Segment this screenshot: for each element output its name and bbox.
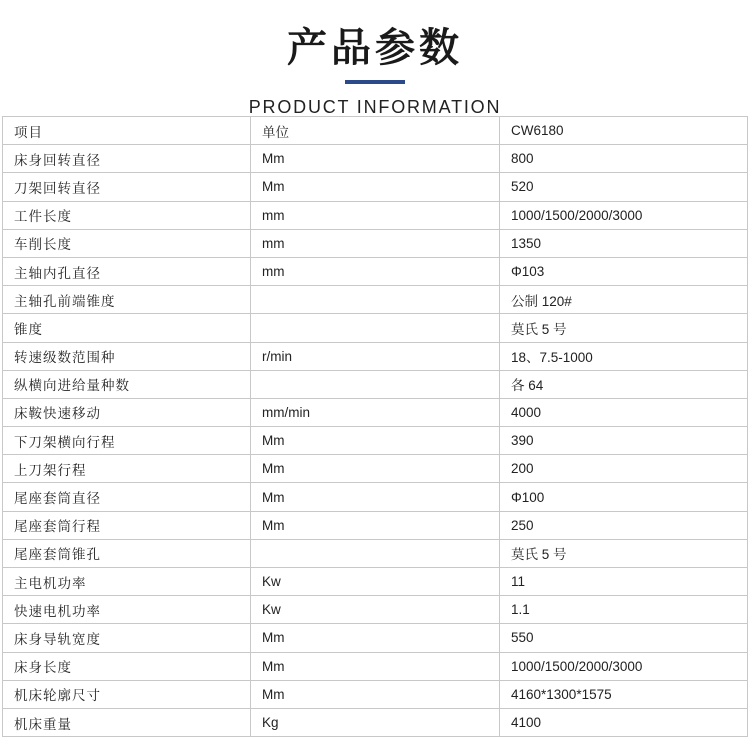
table-row [3,201,748,229]
spec-item-cell: 床身长度 [3,652,251,680]
page-subtitle: PRODUCT INFORMATION [248,97,502,117]
spec-value-cell: 各 64 [500,370,748,398]
spec-value-cell: CW6180 [500,117,748,145]
spec-value-cell: 250 [500,511,748,539]
spec-unit-cell: Kw [251,596,500,624]
spec-unit-cell: mm/min [251,398,500,426]
spec-value-cell: 520 [500,173,748,201]
spec-table-body [3,117,748,737]
table-row [3,624,748,652]
spec-item-cell: 机床重量 [3,708,251,736]
spec-item-cell: 床鞍快速移动 [3,398,251,426]
spec-unit-cell: Mm [251,624,500,652]
spec-item-cell: 床身回转直径 [3,145,251,173]
spec-unit-cell: r/min [251,342,500,370]
spec-item-cell: 工件长度 [3,201,251,229]
spec-value-cell: 390 [500,427,748,455]
spec-value-cell: Φ103 [500,257,748,285]
table-row [3,145,748,173]
spec-item-cell: 转速级数范围种 [3,342,251,370]
spec-value-cell: 1.1 [500,596,748,624]
table-row [3,708,748,736]
spec-unit-cell: Kw [251,568,500,596]
spec-value-cell: 200 [500,455,748,483]
spec-value-cell: 11 [500,568,748,596]
title-underline [345,80,405,84]
table-row [3,314,748,342]
spec-unit-cell: mm [251,229,500,257]
spec-unit-cell: Mm [251,483,500,511]
table-row [3,483,748,511]
table-row [3,427,748,455]
spec-unit-cell [251,314,500,342]
table-row [3,596,748,624]
spec-item-cell: 锥度 [3,314,251,342]
spec-unit-cell: Mm [251,511,500,539]
spec-value-cell: 1350 [500,229,748,257]
spec-item-cell: 快速电机功率 [3,596,251,624]
spec-value-cell: 4160*1300*1575 [500,680,748,708]
spec-unit-cell: Mm [251,652,500,680]
spec-item-cell: 下刀架横向行程 [3,427,251,455]
spec-unit-cell: 单位 [251,117,500,145]
spec-unit-cell [251,539,500,567]
spec-value-cell: 莫氏 5 号 [500,539,748,567]
table-row [3,342,748,370]
spec-unit-cell: Kg [251,708,500,736]
spec-item-cell: 主轴孔前端锥度 [3,286,251,314]
spec-item-cell: 尾座套筒锥孔 [3,539,251,567]
spec-value-cell: Φ100 [500,483,748,511]
spec-value-cell: 莫氏 5 号 [500,314,748,342]
spec-unit-cell: mm [251,201,500,229]
spec-value-cell: 800 [500,145,748,173]
table-row [3,652,748,680]
spec-item-cell: 机床轮廓尺寸 [3,680,251,708]
spec-value-cell: 4100 [500,708,748,736]
spec-unit-cell: Mm [251,145,500,173]
spec-unit-cell: Mm [251,455,500,483]
table-row [3,257,748,285]
spec-item-cell: 刀架回转直径 [3,173,251,201]
spec-unit-cell [251,370,500,398]
table-row [3,370,748,398]
spec-item-cell: 尾座套筒直径 [3,483,251,511]
spec-unit-cell: Mm [251,427,500,455]
table-row [3,568,748,596]
spec-value-cell: 1000/1500/2000/3000 [500,652,748,680]
spec-table [2,116,748,737]
spec-item-cell: 上刀架行程 [3,455,251,483]
spec-item-cell: 主轴内孔直径 [3,257,251,285]
spec-item-cell: 主电机功率 [3,568,251,596]
table-row [3,286,748,314]
spec-value-cell: 4000 [500,398,748,426]
spec-item-cell: 项目 [3,117,251,145]
table-row [3,173,748,201]
table-row [3,680,748,708]
page-title: 产品参数 [287,25,463,71]
spec-unit-cell: Mm [251,680,500,708]
spec-value-cell: 1000/1500/2000/3000 [500,201,748,229]
spec-item-cell: 车削长度 [3,229,251,257]
spec-unit-cell: Mm [251,173,500,201]
spec-item-cell: 尾座套筒行程 [3,511,251,539]
spec-value-cell: 18、7.5-1000 [500,342,748,370]
spec-item-cell: 床身导轨宽度 [3,624,251,652]
spec-value-cell: 550 [500,624,748,652]
spec-unit-cell [251,286,500,314]
table-row [3,229,748,257]
table-row [3,539,748,567]
spec-unit-cell: mm [251,257,500,285]
spec-item-cell: 纵横向进给量种数 [3,370,251,398]
table-row [3,511,748,539]
table-row [3,398,748,426]
table-header-row [3,117,748,145]
spec-value-cell: 公制 120# [500,286,748,314]
table-row [3,455,748,483]
